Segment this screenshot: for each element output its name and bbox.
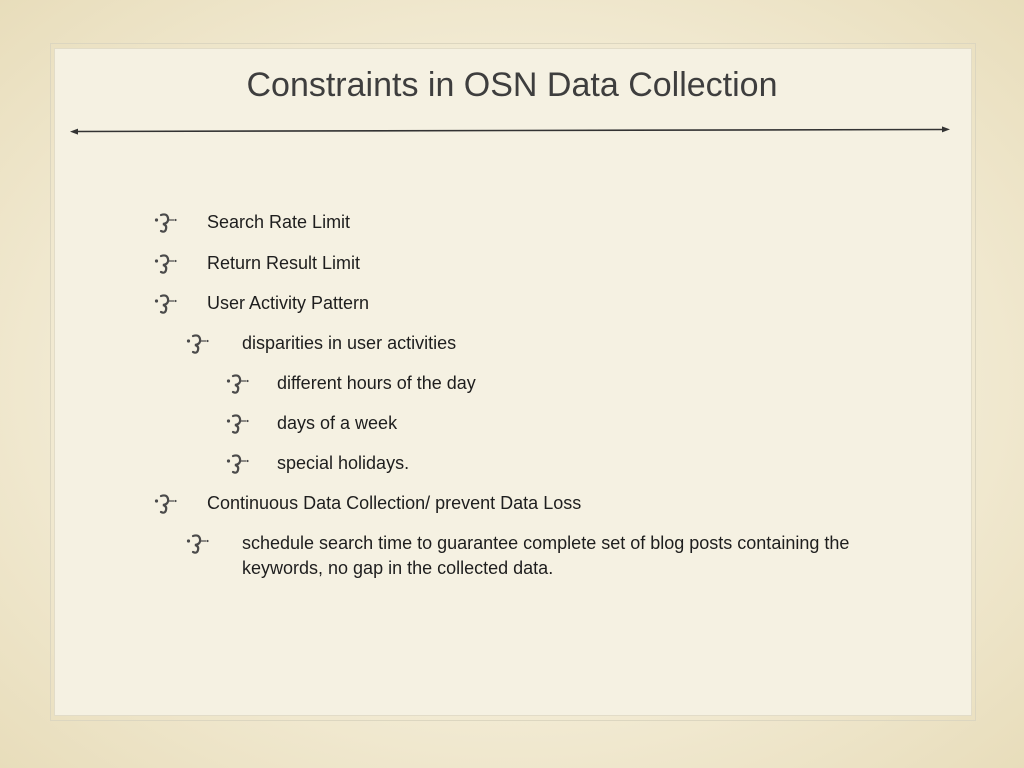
fleuron-bullet-icon: [226, 453, 250, 475]
bullet-text: different hours of the day: [277, 373, 476, 393]
bullet-text: days of a week: [277, 413, 398, 433]
fleuron-bullet-icon: [226, 373, 250, 395]
bullet-text: User Activity Pattern: [207, 293, 370, 313]
fleuron-bullet-icon: [154, 253, 178, 275]
fleuron-bullet-icon: [226, 413, 250, 435]
bullet-text: special holidays.: [277, 453, 410, 473]
fleuron-bullet-icon: [186, 333, 210, 355]
slide-content-area: [54, 48, 972, 716]
bullet-text: Return Result Limit: [207, 253, 361, 273]
slide-title: Constraints in OSN Data Collection: [246, 66, 778, 104]
fleuron-bullet-icon: [154, 493, 178, 515]
fleuron-bullet-icon: [154, 293, 178, 315]
fleuron-bullet-icon: [186, 533, 210, 555]
bullet-text: Search Rate Limit: [207, 212, 351, 232]
fleuron-bullet-icon: [154, 212, 178, 234]
bullet-text: disparities in user activities: [242, 333, 457, 353]
title-divider-arrow: [70, 124, 950, 138]
bullet-text: schedule search time to guarantee complete set of blog posts containing the keywords, no gap in the collected data.: [242, 533, 850, 578]
bullet-text: Continuous Data Collection/ prevent Data Loss: [207, 493, 582, 513]
